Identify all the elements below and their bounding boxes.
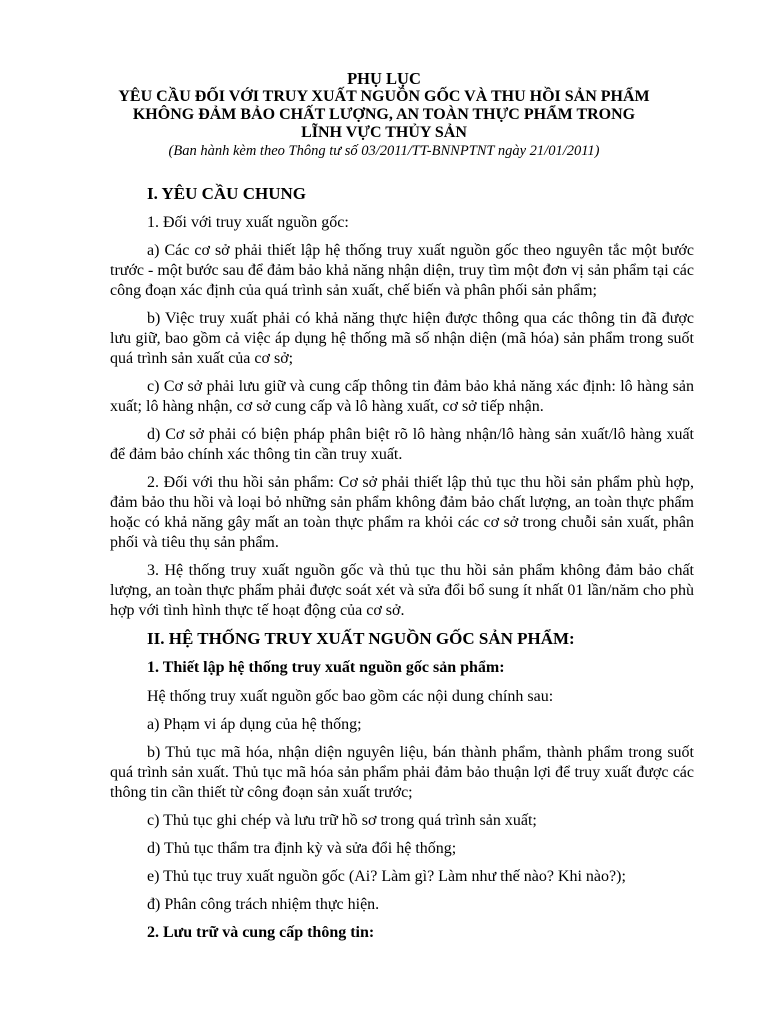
appendix-title: PHỤ LỤC: [347, 69, 421, 88]
paragraph: đ) Phân công trách nhiệm thực hiện.: [147, 896, 380, 913]
paragraph: e) Thủ tục truy xuất nguồn gốc (Ai? Làm gì? Làm như thế nào? Khi nào?);: [147, 868, 626, 885]
paragraph: c) Thủ tục ghi chép và lưu trữ hồ sơ trong quá trình sản xuất;: [147, 812, 537, 829]
subsection-heading: 2. Lưu trữ và cung cấp thông tin:: [147, 924, 375, 941]
document-subtitle-line: YÊU CẦU ĐỐI VỚI TRUY XUẤT NGUỒN GỐC VÀ THU HỒI SẢN PHẨM: [118, 88, 650, 105]
paragraph: b) Thủ tục mã hóa, nhận diện nguyên liệu, bán thành phẩm, thành phẩm trong suốt quá trình sản xuất. Thủ tục mã hóa sản phẩm phải đảm bảo thuận lợi để truy xuất được các thông tin cần thiết từ công đoạn sản xuất trước;: [110, 744, 694, 801]
paragraph: 2. Đối với thu hồi sản phẩm: Cơ sở phải thiết lập thủ tục thu hồi sản phẩm phù hợp, đảm bảo thu hồi và loại bỏ những sản phẩm không đảm bảo chất lượng, an toàn thực phẩm hoặc có khả năng gây mất an toàn thực phẩm ra khỏi các cơ sở trong chuỗi sản xuất, phân phối và tiêu thụ sản phẩm.: [110, 474, 694, 551]
subsection-heading: 1. Thiết lập hệ thống truy xuất nguồn gốc sản phẩm:: [147, 659, 505, 676]
paragraph: a) Phạm vi áp dụng của hệ thống;: [147, 716, 362, 733]
paragraph: d) Thủ tục thẩm tra định kỳ và sửa đổi hệ thống;: [147, 840, 457, 857]
paragraph: 1. Đối với truy xuất nguồn gốc:: [147, 214, 349, 231]
paragraph: d) Cơ sở phải có biện pháp phân biệt rõ lô hàng nhận/lô hàng sản xuất/lô hàng xuất để đảm bảo chính xác thông tin cần truy xuất.: [110, 426, 694, 463]
paragraph: a) Các cơ sở phải thiết lập hệ thống truy xuất nguồn gốc theo nguyên tắc một bước trước - một bước sau để đảm bảo khả năng nhận diện, truy tìm một đơn vị sản phẩm tại các công đoạn xác định của quá trình sản xuất, chế biến và phân phối sản phẩm;: [110, 242, 694, 299]
paragraph: 3. Hệ thống truy xuất nguồn gốc và thủ tục thu hồi sản phẩm không đảm bảo chất lượng, an toàn thực phẩm phải được soát xét và sửa đổi bổ sung ít nhất 01 lần/năm cho phù hợp với tình hình thực tế hoạt động của cơ sở.: [110, 562, 694, 619]
document-subtitle-line: LĨNH VỰC THỦY SẢN: [301, 124, 467, 141]
document-header: [100, 70, 668, 160]
paragraph: b) Việc truy xuất phải có khả năng thực hiện được thông qua các thông tin đã được lưu giữ, bao gồm cả việc áp dụng hệ thống mã số nhận diện (mã hóa) sản phẩm trong suốt quá trình sản xuất của cơ sở;: [110, 310, 694, 367]
issued-note: (Ban hành kèm theo Thông tư số 03/2011/TT-BNNPTNT ngày 21/01/2011): [168, 143, 600, 159]
section-heading: I. YÊU CẦU CHUNG: [147, 184, 306, 203]
document-body: [110, 184, 694, 952]
paragraph: c) Cơ sở phải lưu giữ và cung cấp thông tin đảm bảo khả năng xác định: lô hàng sản xuất; lô hàng nhận, cơ sở cung cấp và lô hàng xuất, cơ sở tiếp nhận.: [110, 378, 694, 415]
section-heading: II. HỆ THỐNG TRUY XUẤT NGUỒN GỐC SẢN PHẨM:: [147, 629, 575, 648]
document-subtitle-line: KHÔNG ĐẢM BẢO CHẤT LƯỢNG, AN TOÀN THỰC PHẨM TRONG: [132, 106, 636, 123]
paragraph: Hệ thống truy xuất nguồn gốc bao gồm các nội dung chính sau:: [147, 688, 554, 705]
